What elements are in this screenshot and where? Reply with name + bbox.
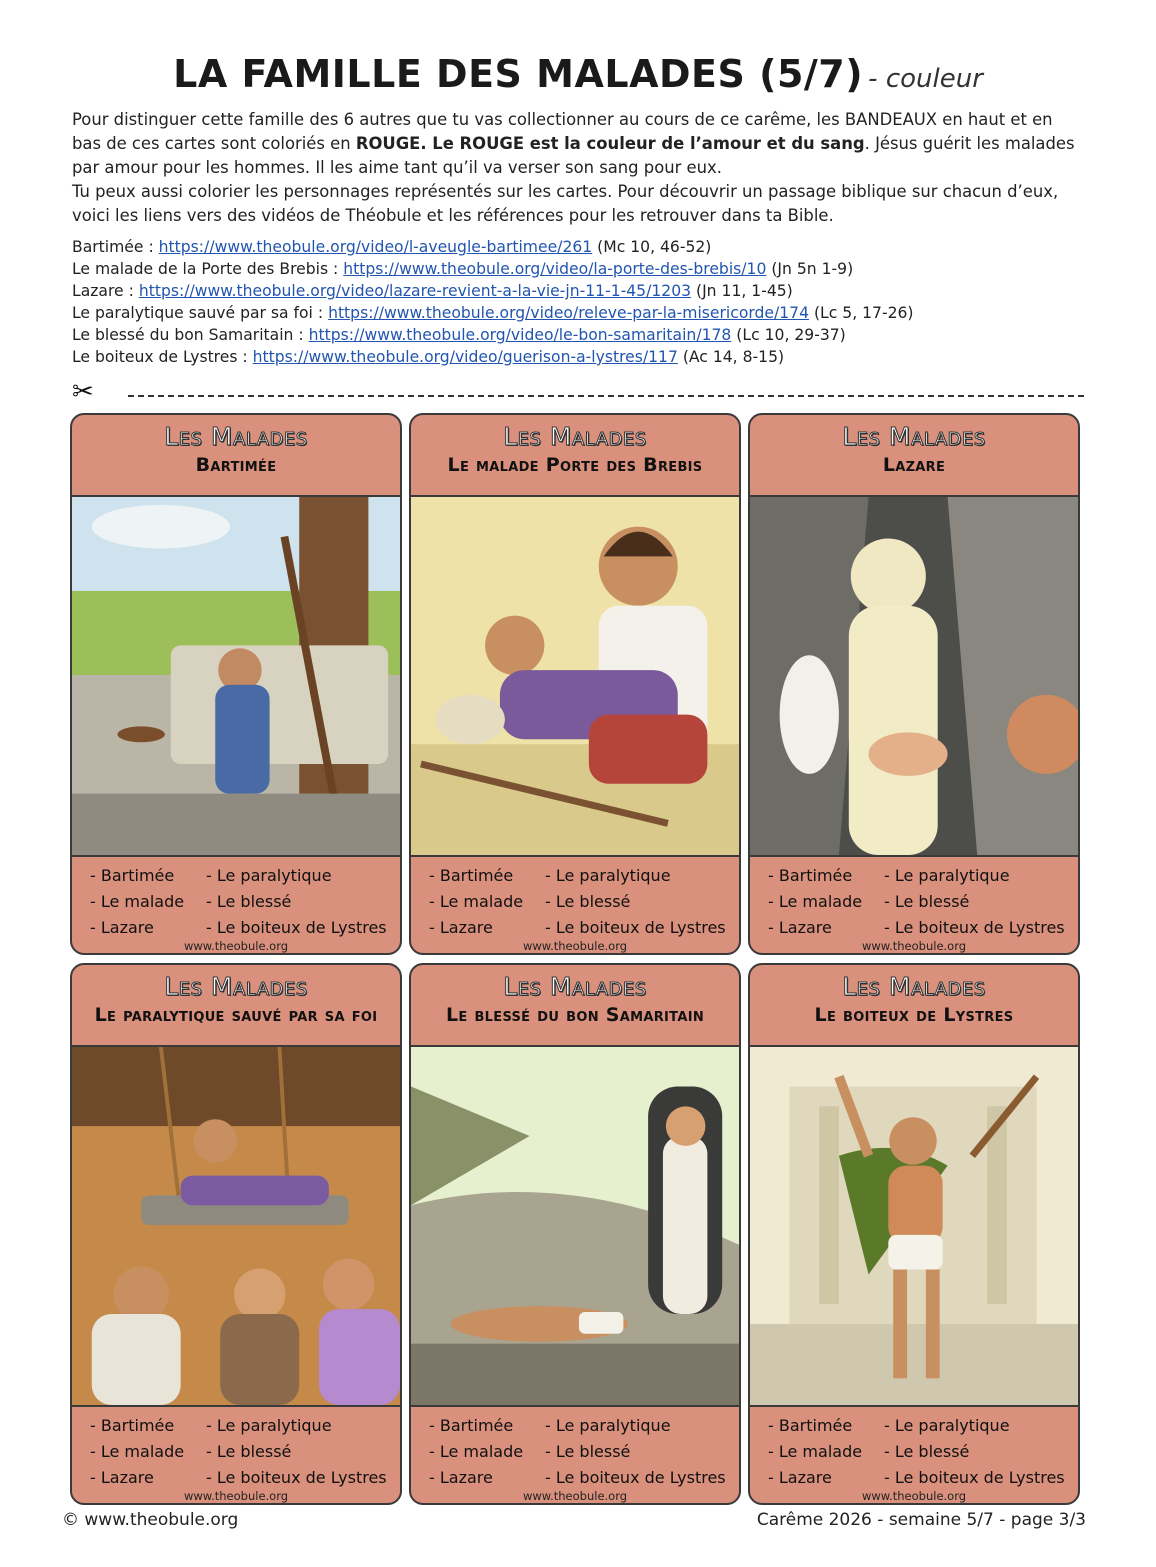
card-footer [72, 1409, 400, 1505]
list-item: - Le boiteux de Lystres [884, 918, 1065, 937]
list-item: - Le boiteux de Lystres [545, 918, 726, 937]
card-list-col2 [206, 1413, 387, 1491]
bible-reference: (Jn 11, 1-45) [691, 282, 793, 300]
wounded-man-illustration [411, 1045, 739, 1407]
list-item: - Bartimée [90, 1416, 175, 1435]
bible-reference: (Ac 14, 8-15) [677, 348, 785, 366]
title-main: LA FAMILLE DES MALADES (5/7) [173, 52, 864, 96]
video-link[interactable]: https://www.theobule.org/video/guerison-a-lystres/117 [252, 348, 678, 366]
card-name: Le paralytique sauvé par sa foi [94, 1004, 378, 1026]
link-label: Le boiteux de Lystres : [72, 348, 253, 366]
link-row [72, 324, 1084, 346]
card-family: Les Malades [842, 972, 986, 1001]
card-site: www.theobule.org [183, 1489, 289, 1503]
video-link[interactable]: https://www.theobule.org/video/l-aveugle-bartimee/261 [158, 238, 593, 256]
bible-reference: (Mc 10, 46-52) [592, 238, 712, 256]
list-item: - Bartimée [90, 866, 175, 885]
card-list-col1 [768, 863, 862, 941]
card-site: www.theobule.org [183, 939, 289, 953]
scissors-icon: ✂ [72, 377, 94, 407]
page-title [0, 52, 1156, 96]
card-bartimee[interactable] [70, 413, 402, 955]
card-lazare[interactable] [748, 413, 1080, 955]
video-link[interactable]: https://www.theobule.org/video/lazare-revient-a-la-vie-jn-11-1-45/1203 [138, 282, 692, 300]
intro-paragraph-1 [72, 108, 1084, 180]
video-link[interactable]: https://www.theobule.org/video/le-bon-samaritain/178 [308, 326, 732, 344]
list-item: - Le malade [768, 1442, 863, 1461]
card-site: www.theobule.org [861, 939, 967, 953]
footer-page-info: Carême 2026 - semaine 5/7 - page 3/3 [756, 1510, 1086, 1530]
bible-reference: (Lc 5, 17-26) [809, 304, 914, 322]
list-item: - Le blessé [545, 1442, 631, 1461]
card-list-col1 [90, 1413, 184, 1491]
healing-at-pool-illustration [411, 495, 739, 857]
card-footer [750, 859, 1078, 955]
lazarus-tomb-illustration [750, 495, 1078, 857]
card-header [411, 415, 739, 495]
intro-p1a: Pour distinguer cette famille des 6 autres que tu vas collectionner au cours de ce carême, les BANDEAUX en haut et en bas de ces cartes sont coloriés en [72, 110, 1053, 153]
video-link[interactable]: https://www.theobule.org/video/la-porte-des-brebis/10 [343, 260, 767, 278]
intro-p1c: . Jésus guérit les malades par amour pour les hommes. Il les aime tant qu’il va verser son sang pour eux. [72, 134, 1075, 177]
link-label: Bartimée : [72, 238, 159, 256]
dashed-line [128, 395, 1084, 397]
list-item: - Le paralytique [884, 866, 1010, 885]
list-item: - Bartimée [429, 866, 514, 885]
link-row [72, 346, 1084, 368]
list-item: - Le paralytique [206, 1416, 332, 1435]
list-item: - Le boiteux de Lystres [545, 1468, 726, 1487]
list-item: - Bartimée [768, 1416, 853, 1435]
card-site: www.theobule.org [522, 1489, 628, 1503]
link-label: Le malade de la Porte des Brebis : [72, 260, 344, 278]
card-family: Les Malades [164, 422, 308, 451]
card-paralytique[interactable] [70, 963, 402, 1505]
card-family: Les Malades [503, 422, 647, 451]
cut-line [72, 377, 1084, 409]
list-item: - Lazare [90, 1468, 154, 1487]
card-family: Les Malades [164, 972, 308, 1001]
card-family: Les Malades [503, 972, 647, 1001]
card-family: Les Malades [842, 422, 986, 451]
card-list-col2 [545, 1413, 726, 1491]
link-row [72, 258, 1084, 280]
list-item: - Lazare [768, 1468, 832, 1487]
card-list-col2 [545, 863, 726, 941]
video-link[interactable]: https://www.theobule.org/video/releve-par-la-misericorde/174 [328, 304, 810, 322]
card-site: www.theobule.org [861, 1489, 967, 1503]
link-row [72, 236, 1084, 258]
card-footer [72, 859, 400, 955]
card-name: Le boiteux de Lystres [814, 1004, 1014, 1026]
list-item: - Le boiteux de Lystres [206, 1468, 387, 1487]
list-item: - Lazare [768, 918, 832, 937]
card-header [750, 965, 1078, 1045]
lame-man-lystra-illustration [750, 1045, 1078, 1407]
card-name: Le malade Porte des Brebis [447, 454, 703, 476]
intro-paragraph-2: Tu peux aussi colorier les personnages représentés sur les cartes. Pour découvrir un passage biblique sur chacun d’eux, voici les liens vers des vidéos de Théobule et les références pour les retrouver dans ta Bible. [72, 182, 1059, 225]
card-malade-porte-brebis[interactable] [409, 413, 741, 955]
list-item: - Le paralytique [206, 866, 332, 885]
card-site: www.theobule.org [522, 939, 628, 953]
footer-copyright: © www.theobule.org [62, 1510, 239, 1530]
link-label: Le blessé du bon Samaritain : [72, 326, 309, 344]
card-footer [411, 859, 739, 955]
list-item: - Le blessé [206, 1442, 292, 1461]
card-list-col1 [768, 1413, 862, 1491]
bible-reference: (Lc 10, 29-37) [731, 326, 846, 344]
card-name: Bartimée [195, 454, 277, 476]
card-footer [411, 1409, 739, 1505]
card-list-col1 [429, 1413, 523, 1491]
list-item: - Le paralytique [545, 866, 671, 885]
list-item: - Lazare [429, 1468, 493, 1487]
list-item: - Le blessé [884, 892, 970, 911]
list-item: - Le blessé [884, 1442, 970, 1461]
title-sub: - couleur [868, 64, 983, 94]
card-list-col2 [884, 863, 1065, 941]
link-label: Lazare : [72, 282, 139, 300]
card-name: Lazare [882, 454, 946, 476]
card-list-col2 [206, 863, 387, 941]
list-item: - Bartimée [429, 1416, 514, 1435]
list-item: - Bartimée [768, 866, 853, 885]
list-item: - Le malade [429, 1442, 524, 1461]
link-row [72, 302, 1084, 324]
intro-text [72, 108, 1084, 228]
list-item: - Le malade [90, 1442, 185, 1461]
list-item: - Le blessé [545, 892, 631, 911]
list-item: - Le boiteux de Lystres [884, 1468, 1065, 1487]
card-name: Le blessé du bon Samaritain [445, 1004, 705, 1026]
list-item: - Le malade [429, 892, 524, 911]
list-item: - Le blessé [206, 892, 292, 911]
card-blesse-samaritain[interactable] [409, 963, 741, 1505]
card-boiteux-lystres[interactable] [748, 963, 1080, 1505]
card-list-col2 [884, 1413, 1065, 1491]
list-item: - Lazare [90, 918, 154, 937]
link-label: Le paralytique sauvé par sa foi : [72, 304, 329, 322]
list-item: - Le boiteux de Lystres [206, 918, 387, 937]
link-row [72, 280, 1084, 302]
list-item: - Le malade [90, 892, 185, 911]
list-item: - Lazare [429, 918, 493, 937]
card-header [72, 965, 400, 1045]
bible-reference: (Jn 5n 1-9) [766, 260, 854, 278]
card-header [750, 415, 1078, 495]
list-item: - Le paralytique [884, 1416, 1010, 1435]
video-links [72, 236, 1084, 368]
list-item: - Le paralytique [545, 1416, 671, 1435]
card-list-col1 [429, 863, 523, 941]
card-footer [750, 1409, 1078, 1505]
list-item: - Le malade [768, 892, 863, 911]
card-list-col1 [90, 863, 184, 941]
card-header [72, 415, 400, 495]
paralytic-lowered-illustration [72, 1045, 400, 1407]
blind-beggar-illustration [72, 495, 400, 857]
card-header [411, 965, 739, 1045]
intro-p1b: ROUGE. Le ROUGE est la couleur de l’amour et du sang [355, 134, 865, 153]
